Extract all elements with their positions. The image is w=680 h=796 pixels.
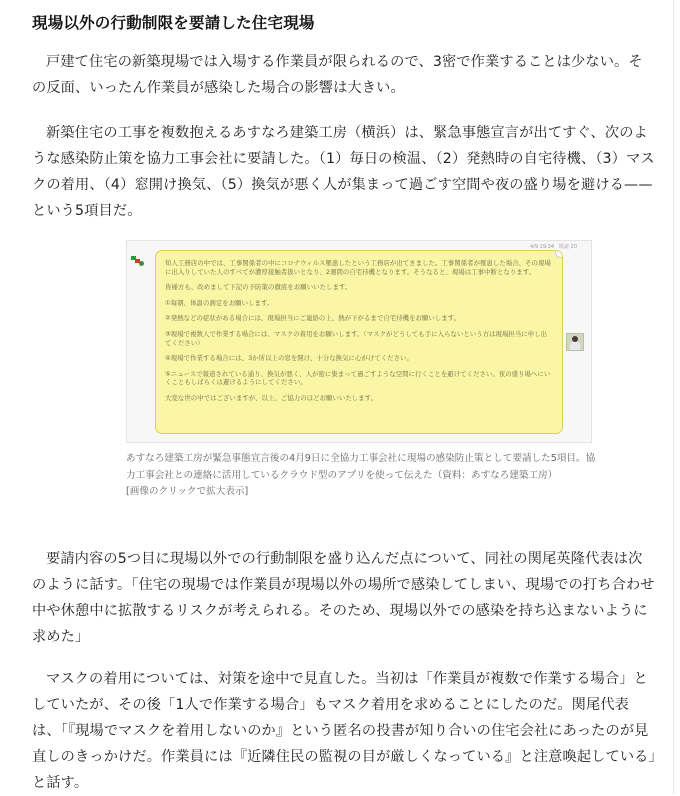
bubble-line: 知人工務店の中では、工事関係者の中にコロナウィルス罹患したという工務店が出てきました。工事関係者が罹患した場合、その現場に出入りしていた人のすべてが濃厚接触者扱いとなり、2週間の自宅待機となります。そうなると、現場は工事中断となります。 (165, 259, 551, 276)
sender-avatar-icon (139, 261, 144, 266)
figure-caption (126, 451, 596, 501)
message-timestamp: 4/9 19:34 既読 20 (530, 244, 577, 250)
paragraph-2: 新築住宅の工事を複数抱えるあすなろ建築工房（横浜）は、緊急事態宣言が出てすぐ、次のような感染防止策を協力工事会社に要請した。（1）毎日の検温、（2）発熱時の自宅待機、（3）マスクの着用、（4）窓開け換気、（5）換気が悪く人が集まって過ごす空間や夜の盛り場を避ける——という5項目だ。 (32, 125, 655, 219)
paragraph-4: マスクの着用については、対策を途中で見直した。当初は「作業員が複数で作業する場合」としていたが、その後「1人で作業する場合」もマスク着用を求めることにしたのだ。関尾代表は、「『現場でマスクを着用しないのか』という匿名の投書が知り合いの住宅会社にあったのが見直しのきっかけだ。作業員には『近隣住民の監視の目が厳しくなっている』と注意喚起している」と話す。 (32, 671, 656, 791)
bubble-line: ⑤ニュースで報道されている通り、換気が悪く、人が密に集まって過ごすような空間に行くことを避けてください。夜の盛り場へにいくこともしばらくは避けるようにしてください。 (165, 369, 551, 387)
bubble-line: ③現場で複数人で作業する場合には、マスクの着用をお願いします。（マスクがどうしても手に入らないという方は現場担当に申し出てください） (165, 329, 548, 347)
figure-chat-screenshot[interactable] (126, 240, 592, 443)
bubble-line: ②発熱などの症状がある場合には、現場担当にご連絡の上、熱が下がるまで自宅待機をお願いします。 (165, 314, 461, 323)
paragraph-1: 戸建て住宅の新築現場では入場する作業員が限られるので、3密で作業することは少ない。その反面、いったん作業員が感染した場合の影響は大きい。 (32, 54, 643, 96)
bubble-line: 皆様方も、改めまして下記の予防策の徹底をお願いいたします。 (165, 283, 352, 292)
bubble-line: ④現場で作業する場合には、3か所以上の窓を開け、十分な換気に心がけてください。 (165, 354, 413, 363)
recipient-avatar-icon (566, 333, 584, 351)
bubble-close-icon (555, 250, 563, 258)
page-edge-rule (673, 0, 674, 794)
paragraph-3: 要請内容の5つ目に現場以外での行動制限を盛り込んだ点について、同社の関尾英隆代表は次のように話す。「住宅の現場では作業員が現場以外の場所で感染してしまい、現場での打ち合わせ中や休憩中に拡散するリスクが考えられる。そのため、現場以外での感染を持ち込まないように求めた」 (32, 551, 655, 645)
bubble-line: 大変な世の中ではございますが、以上、ご協力のほどお願いいたします。 (165, 393, 378, 402)
bubble-line: ①毎朝、体温の測定をお願いします。 (165, 298, 274, 307)
enlarge-image-link[interactable]: [画像のクリックで拡大表示] (126, 486, 249, 497)
chat-message-bubble (155, 250, 563, 434)
caption-text: あすなろ建築工房が緊急事態宣言後の4月9日に全協力工事会社に現場の感染防止策として要請した5項目。協力工事会社との連絡に活用しているクラウド型のアプリを使って伝えた（資料：あすなろ建築工房） (126, 453, 596, 481)
section-heading: 現場以外の行動制限を要請した住宅現場 (32, 14, 315, 32)
